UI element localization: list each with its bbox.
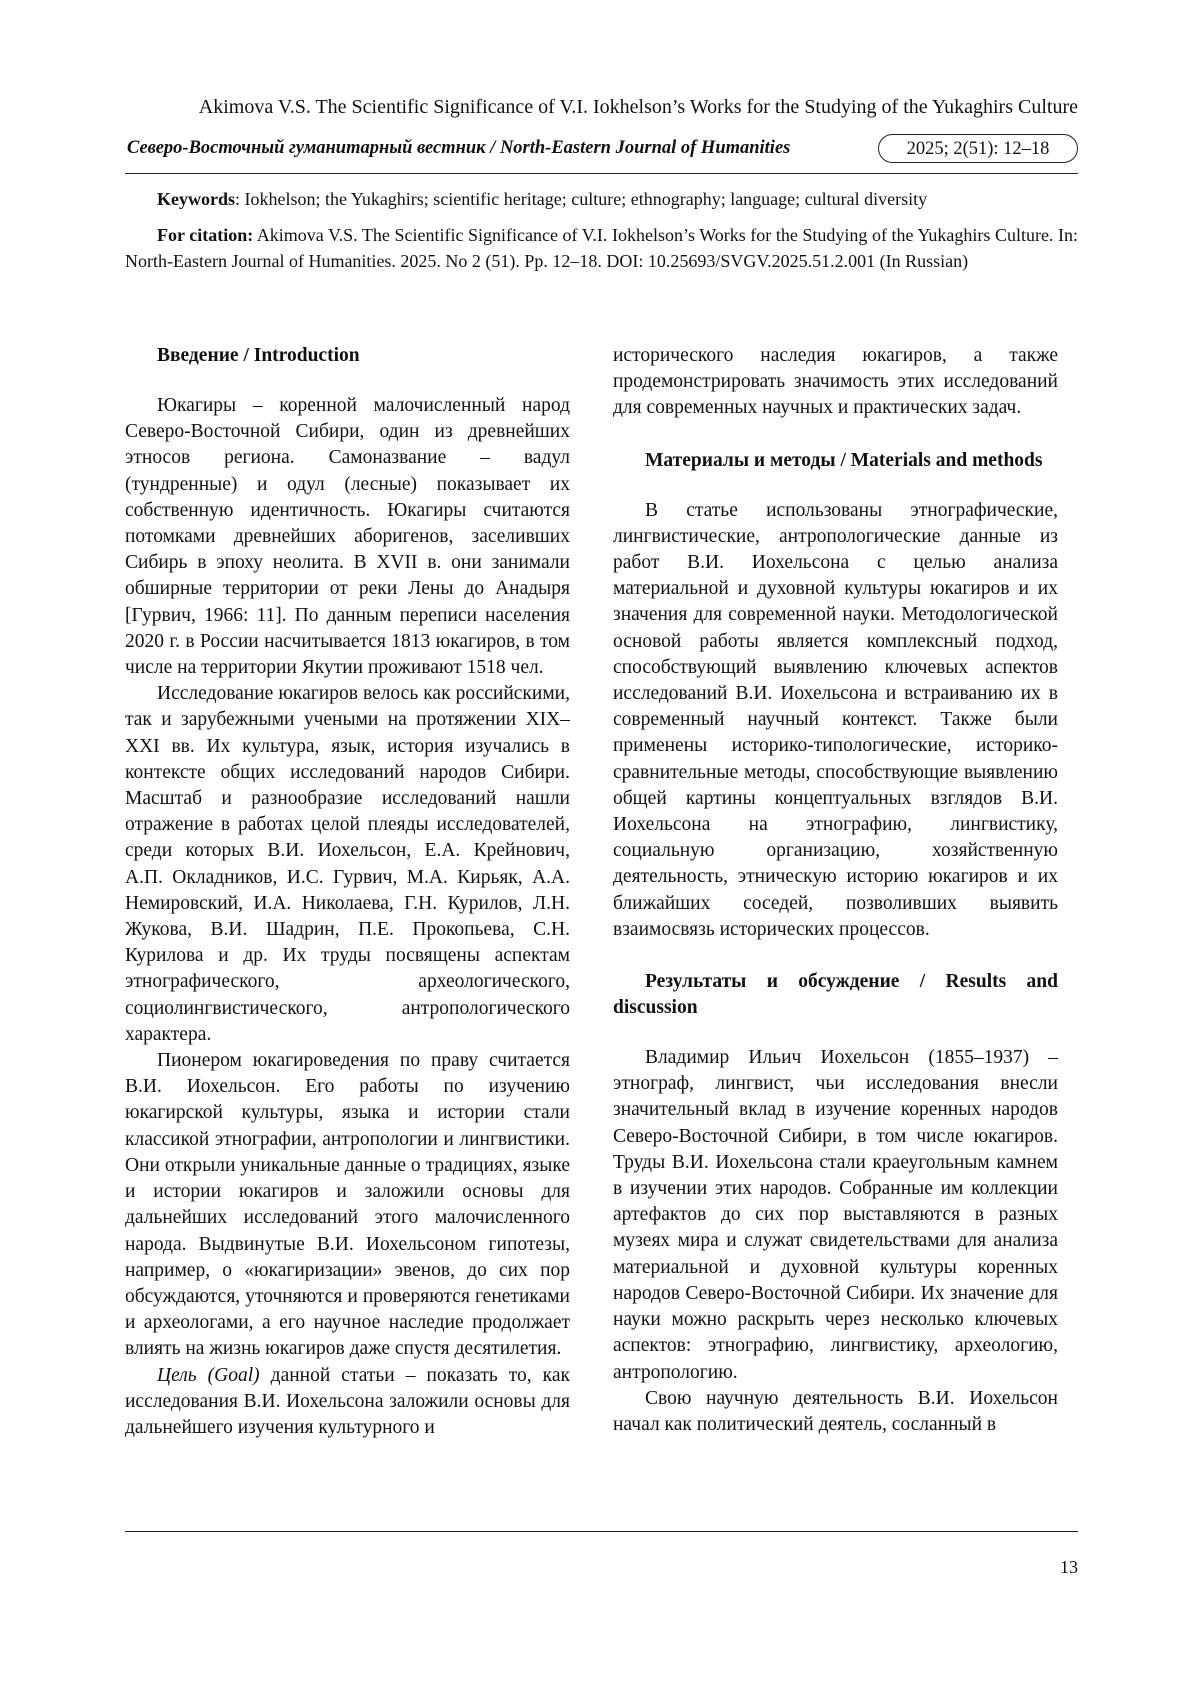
running-title: Akimova V.S. The Scientific Significance of V.I. Iokhelson’s Works for the Studying of the Yukaghirs Culture	[198, 96, 1078, 118]
goal-label: Цель (Goal)	[157, 1364, 260, 1386]
article-meta	[125, 186, 1078, 274]
left-column	[125, 343, 570, 1441]
citation	[125, 222, 1078, 274]
footer-divider	[125, 1531, 1078, 1532]
paragraph: Пионером юкагироведения по праву считается В.И. Иохельсон. Его работы по изучению юкагирской культуры, языка и истории стали классикой этнографии, антропологии и лингвистики. Они открыли уникальные данные о традициях, языке и истории юкагиров и заложили основы для дальнейших исследований этого малочисленного народа. Выдвинутые В.И. Иохельсоном гипотезы, например, о «юкагиризации» эвенов, до сих пор обсуждаются, уточняются и проверяются генетиками и археологами, а его научное наследие продолжает влиять на жизнь юкагиров даже спустя десятилетия.	[125, 1050, 570, 1360]
header-divider	[125, 173, 1078, 174]
paragraph-goal	[125, 1363, 570, 1442]
journal-name: Северо-Восточный гуманитарный вестник / North-Eastern Journal of Humanities	[127, 138, 791, 158]
paragraph: В статье использованы этнографические, лингвистические, антропологические данные из работ В.И. Иохельсона с целью анализа материальной и духовной культуры юкагиров и их значения для современной науки. Методологической основой работы является комплексный подход, способствующий выявлению ключевых аспектов исследований В.И. Иохельсона и встраиванию их в современный научный контекст. Также были применены историко-типологические, историко-сравнительные методы, способствующие выявлению общей картины концептуальных взглядов В.И. Иохельсона на этнографию, лингвистику, социальную организацию, хозяйственную деятельность, этническую историю юкагиров и их ближайших соседей, позволивших выявить взаимосвязь исторических процессов.	[613, 499, 1058, 940]
keywords-text: : Iokhelson; the Yukaghirs; scientific heritage; culture; ethnography; language; cultural diversity	[235, 189, 928, 209]
section-heading-methods: Материалы и методы / Materials and methods	[645, 449, 1043, 471]
paragraph: Владимир Ильич Иохельсон (1855–1937) – этнограф, лингвист, чьи исследования внесли значительный вклад в изучение коренных народов Северо-Восточной Сибири, в том числе юкагиров. Труды В.И. Иохельсона стали краеугольным камнем в изучении этих народов. Собранные им коллекции артефактов до сих пор выставляются в разных музеях мира и служат свидетельствами для анализа материальной и духовной культуры коренных народов Северо-Восточной Сибири. Их значение для науки можно раскрыть через несколько ключевых аспектов: этнографию, лингвистику, археологию, антропологию.	[613, 1047, 1058, 1383]
paragraph: исторического наследия юкагиров, а также продемонстрировать значимость этих исследований для современных научных и практических задач.	[613, 345, 1058, 419]
section-heading-results: Результаты и обсуждение / Results and discussion	[613, 971, 1058, 1019]
journal-header	[125, 132, 1078, 166]
citation-label: For citation:	[157, 225, 254, 245]
section-heading-introduction: Введение / Introduction	[157, 345, 360, 366]
paragraph: Юкагиры – коренной малочисленный народ Северо-Восточной Сибири, один из древнейших этносов региона. Самоназвание – вадул (тундренные) и одул (лесные) показывает их собственную идентичность. Юкагиры считаются потомками древнейших аборигенов, заселивших Сибирь в эпоху неолита. В XVII в. они занимали обширные территории от реки Лены до Анадыря [Гурвич, 1966: 11]. По данным переписи населения 2020 г. в России насчитывается 1813 юкагиров, в том числе на территории Якутии проживают 1518 чел.	[125, 395, 570, 679]
goal-text: данной статьи – показать то, как исследования В.И. Иохельсона заложили основы для дальнейшего изучения культурного и	[125, 1364, 570, 1438]
paragraph: Свою научную деятельность В.И. Иохельсон начал как политический деятель, сосланный в	[613, 1387, 1058, 1435]
right-column	[613, 343, 1058, 1438]
citation-text: Akimova V.S. The Scientific Significance of V.I. Iokhelson’s Works for the Studying of the Yukaghirs Culture. In: North-Eastern Journal of Humanities. 2025. No 2 (51). Pp. 12–18. DOI: 10.25693/SVGV.2025.51.2.001 (In Russian)	[125, 225, 1078, 271]
issue-badge: 2025; 2(51): 12–18	[878, 134, 1078, 163]
keywords-label: Keywords	[157, 189, 235, 209]
keywords	[125, 186, 1078, 212]
paragraph: Исследование юкагиров велось как российскими, так и зарубежными учеными на протяжении XIX–XXI вв. Их культура, язык, история изучались в контексте общих исследований народов Сибири. Масштаб и разнообразие исследований нашли отражение в работах целой плеяды исследователей, среди которых В.И. Иохельсон, Е.А. Крейнович, А.П. Окладников, И.С. Гурвич, М.А. Кирьяк, А.А. Немировский, И.А. Николаева, Г.Н. Курилов, Л.Н. Жукова, В.И. Шадрин, П.Е. Прокопьева, С.Н. Курилова и др. Их труды посвящены аспектам этнографического, археологического, социолингвистического, антропологического характера.	[125, 683, 570, 1045]
page-number: 13	[1060, 1557, 1078, 1577]
